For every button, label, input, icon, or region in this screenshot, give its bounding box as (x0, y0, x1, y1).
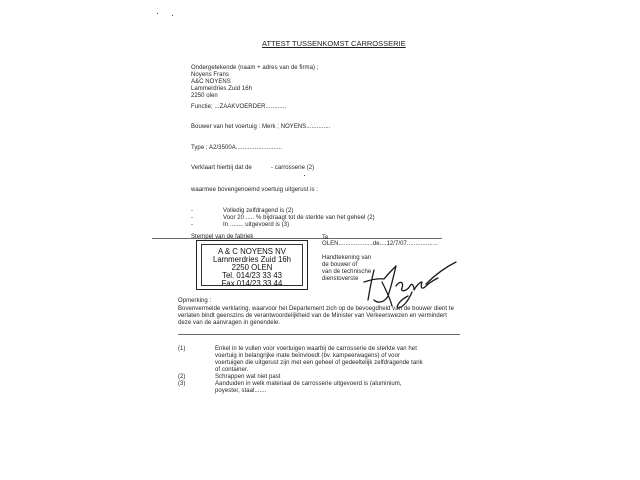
speck (304, 175, 305, 176)
scan-speck (172, 15, 173, 16)
place-label: Te (322, 235, 329, 241)
footnote-text: Schrappen wat niet past (215, 374, 281, 380)
stamp-line: Tel. 014/23 33 43 (222, 271, 282, 280)
footnote-text: of container. (215, 367, 249, 373)
footnote-number: (3) (178, 381, 186, 387)
undersigned-street: Lammerdries Zuid 16h (191, 86, 253, 92)
undersigned-label: Ondergetekende (naam + adres van de firma) ; (191, 65, 319, 71)
handwritten-signature (352, 252, 462, 312)
stamp-line: Lammerdries Zuid 16h (212, 255, 291, 264)
undersigned-city: 2250 olen (191, 93, 218, 99)
signature-label: de bouwer of (322, 262, 358, 268)
signature-label: dienstoverste (322, 276, 359, 282)
scan-speck (157, 13, 158, 14)
company-stamp (196, 240, 308, 290)
stamp-inner-border (201, 244, 303, 286)
remark-text: Bovenvermelde verklaring, waarvoor het Departement zich op de bevoegdheid van de bouwer dient te (178, 306, 454, 312)
stamp-line: Fax 014/23 33 44 (221, 279, 283, 288)
builder-line: Bouwer van het voertuig : Merk ; NOYENS.............. (191, 124, 331, 130)
option-bullet: - (191, 215, 194, 221)
signature-label: Handtekening van (322, 255, 372, 261)
footnote-text: voertuig in belangrijke mate beïnvloedt (bv. kampeerwagens) of voor (215, 353, 401, 359)
remark-text: deze van de aanvragen in genendele. (178, 320, 281, 326)
option-bullet: - (191, 222, 194, 228)
type-line: Type ; A2/3500A........................... (191, 145, 283, 151)
stamp-line: 2250 OLEN (231, 263, 273, 272)
place-date: OLEN....................de....12/7/07.................. (322, 241, 438, 247)
option-text: Volledig zelfdragend is (2) (223, 208, 294, 214)
footnote-text: poyester, staal....... (215, 388, 267, 394)
equipped-line: waarmee bovengenoemd voertuig uitgerust is : (191, 187, 318, 193)
option-text: Voor 20 ..... % bijdraagt tot de sterkte van het geheel (2) (223, 215, 375, 221)
stamp-label: Stempel van de fabriek (191, 234, 254, 240)
declares-label: Verklaart hierbij dat de (191, 165, 252, 171)
footnote-text: Aanduiden in welk materiaal de carrosserie uitgevoerd is (aluminium, (215, 381, 402, 387)
separator-line (178, 334, 460, 335)
option-text: In ........ uitgevoerd is (3) (223, 222, 290, 228)
remark-heading: Opmerking : (178, 298, 212, 304)
footnote-number: (2) (178, 374, 186, 380)
footnote-number: (1) (178, 346, 186, 352)
footnote-text: Enkel in te vullen voor voertuigen waarbij de carrosserie de sterkte van het (215, 346, 417, 352)
function-line: Functie; ...ZAAKVOERDER............ (191, 104, 287, 110)
footnote-text: voertuigen die uitgerust zijn met een geheel of gedeeltelijk zelfdragende tank (215, 360, 423, 366)
option-bullet: - (191, 208, 194, 214)
remark-text: verlaten bindt geenszins de verantwoordelijkheid van de Minister van Verkeerswezen en vermindert (178, 313, 447, 319)
signature-label: van de technische (322, 269, 372, 275)
undersigned-name: Noyens Frans (191, 72, 229, 78)
stamp-line: A & C NOYENS NV (217, 247, 287, 256)
undersigned-company: A&C NOYENS (191, 79, 231, 85)
declares-value: - carrosserie (2) (271, 165, 315, 171)
document-title: ATTEST TUSSENKOMST CARROSSERIE (262, 39, 406, 48)
